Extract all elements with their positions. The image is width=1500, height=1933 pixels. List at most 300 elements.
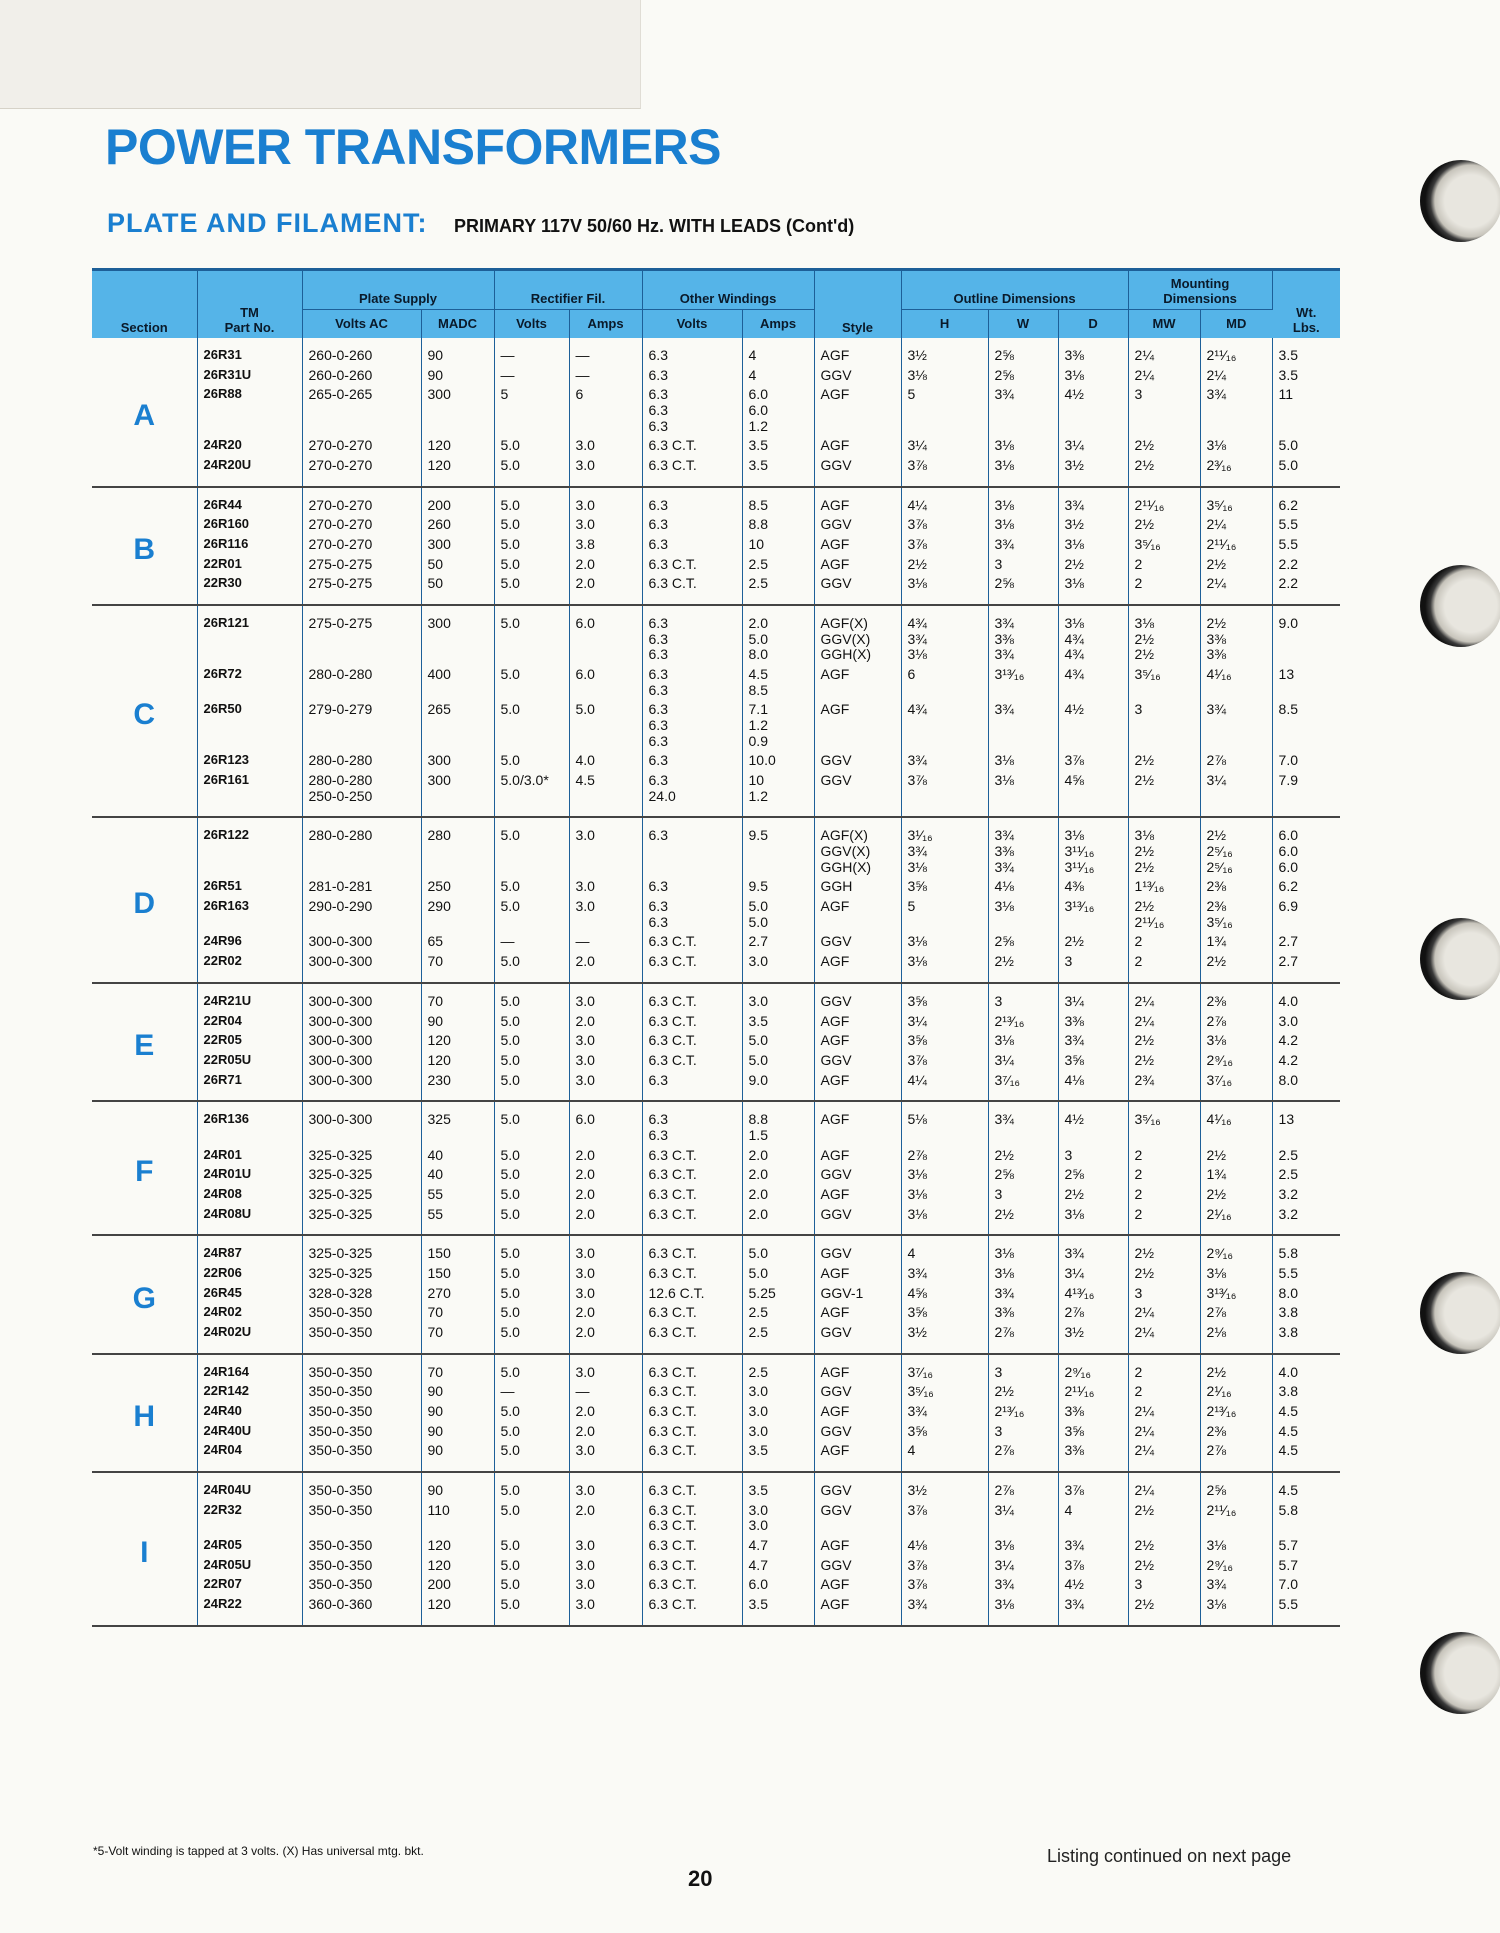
- plate-volts-cell: 300-0-300: [302, 952, 421, 983]
- mount-md-cell: 2¹⁄₁₆: [1200, 1382, 1272, 1402]
- part-number-cell: 24R40U: [197, 1422, 302, 1442]
- rect-volts-cell: 5.0: [494, 1012, 569, 1032]
- plate-madc-cell: 120: [421, 1031, 494, 1051]
- dim-w-cell: 2⅝: [988, 366, 1058, 386]
- dim-d-cell: 3¾: [1058, 1235, 1128, 1264]
- part-number-cell: 24R02: [197, 1303, 302, 1323]
- weight-cell: 11: [1278, 386, 1294, 403]
- rect-amps-cell: 2.0: [569, 1185, 642, 1205]
- mount-md-cell: 2½: [1200, 1146, 1272, 1166]
- other-amps-cell: 7.1 1.2 0.9: [742, 700, 814, 751]
- dim-h-cell: 3⅛: [901, 932, 988, 952]
- mount-mw-cell: 2¼: [1128, 1323, 1200, 1354]
- other-volts-cell: 6.3 C.T.: [642, 952, 742, 983]
- dim-w-cell: 3: [988, 555, 1058, 575]
- subtitle: [107, 208, 854, 239]
- mount-md-cell: 2⅜: [1200, 1422, 1272, 1442]
- table-row: [92, 366, 1340, 386]
- rect-volts-cell: —: [494, 366, 569, 386]
- other-volts-cell: 6.3 C.T.: [642, 1382, 742, 1402]
- style-cell: AGF: [814, 1575, 901, 1595]
- rect-amps-cell: 2.0: [569, 1205, 642, 1236]
- plate-madc-cell: 90: [421, 1402, 494, 1422]
- dim-w-cell: 3⅜: [988, 1303, 1058, 1323]
- plate-madc-cell: 120: [421, 1556, 494, 1576]
- plate-volts-cell: 270-0-270: [302, 487, 421, 516]
- dim-d-cell: 4¾: [1058, 665, 1128, 700]
- plate-madc-cell: 150: [421, 1235, 494, 1264]
- plate-madc-cell: 265: [421, 700, 494, 751]
- plate-volts-cell: 300-0-300: [302, 1031, 421, 1051]
- rect-amps-cell: 3.0: [569, 983, 642, 1012]
- other-volts-cell: 6.3: [642, 751, 742, 771]
- dim-d-cell: 2⅞: [1058, 1303, 1128, 1323]
- dim-d-cell: 4½: [1058, 385, 1128, 436]
- dim-w-cell: 3¾ 3⅜ 3¾: [988, 605, 1058, 665]
- table-row: [92, 700, 1340, 751]
- plate-volts-cell: 350-0-350: [302, 1556, 421, 1576]
- plate-madc-cell: 200: [421, 487, 494, 516]
- other-amps-cell: 4: [742, 338, 814, 366]
- rect-amps-cell: 2.0: [569, 1165, 642, 1185]
- plate-volts-cell: 350-0-350: [302, 1501, 421, 1536]
- rect-amps-cell: 3.0: [569, 1575, 642, 1595]
- other-volts-cell: 6.3: [642, 338, 742, 366]
- rect-volts-cell: 5.0: [494, 1556, 569, 1576]
- dim-d-cell: 3⅝: [1058, 1422, 1128, 1442]
- rect-amps-cell: 2.0: [569, 1146, 642, 1166]
- rect-amps-cell: 6.0: [569, 1101, 642, 1145]
- dim-w-cell: 3⅛: [988, 1031, 1058, 1051]
- dim-w-cell: 3⅛: [988, 515, 1058, 535]
- mount-md-cell: 3⅛: [1200, 1595, 1272, 1626]
- dim-w-cell: 3: [988, 1185, 1058, 1205]
- dim-h-cell: 4¼: [901, 1071, 988, 1102]
- style-cell: AGF: [814, 1146, 901, 1166]
- plate-madc-cell: 55: [421, 1185, 494, 1205]
- dim-w-cell: 3¾: [988, 1575, 1058, 1595]
- other-volts-cell: 6.3: [642, 535, 742, 555]
- section-label: E: [92, 983, 197, 1101]
- style-cell: AGF: [814, 1012, 901, 1032]
- plate-madc-cell: 120: [421, 1595, 494, 1626]
- part-number-cell: 26R72: [197, 665, 302, 700]
- part-number-cell: 26R44: [197, 487, 302, 516]
- weight-cell: 4.2: [1278, 1032, 1298, 1049]
- mount-md-cell: 2⅜: [1200, 877, 1272, 897]
- continued-note: Listing continued on next page: [1047, 1846, 1292, 1866]
- mount-mw-cell: 2½: [1128, 436, 1200, 456]
- mount-mw-cell: 2½ 2¹¹⁄₁₆: [1128, 897, 1200, 932]
- other-volts-cell: 6.3 C.T.: [642, 1472, 742, 1501]
- dim-d-cell: 3¹³⁄₁₆: [1058, 897, 1128, 932]
- dim-h-cell: 3⅛: [901, 1205, 988, 1236]
- plate-volts-cell: 275-0-275: [302, 605, 421, 665]
- other-volts-cell: 6.3: [642, 487, 742, 516]
- rect-amps-cell: 3.8: [569, 535, 642, 555]
- style-cell: AGF: [814, 1595, 901, 1626]
- part-number-cell: 24R01U: [197, 1165, 302, 1185]
- binder-hole-icon: [1420, 918, 1500, 1000]
- mount-md-cell: 2½: [1200, 555, 1272, 575]
- dim-h-cell: 2⅞: [901, 1146, 988, 1166]
- part-number-cell: 22R05: [197, 1031, 302, 1051]
- rect-amps-cell: 2.0: [569, 574, 642, 605]
- other-volts-cell: 6.3: [642, 877, 742, 897]
- other-volts-cell: 6.3 6.3: [642, 665, 742, 700]
- mount-md-cell: 1¾: [1200, 1165, 1272, 1185]
- dim-w-cell: 3⅛: [988, 456, 1058, 487]
- mount-md-cell: 2⅜: [1200, 983, 1272, 1012]
- col-other-windings: Other Windings: [642, 270, 814, 310]
- dim-h-cell: 5⅛: [901, 1101, 988, 1145]
- mount-md-cell: 2½ 3⅜ 3⅜: [1200, 605, 1272, 665]
- mount-mw-cell: 3: [1128, 1575, 1200, 1595]
- plate-volts-cell: 270-0-270: [302, 436, 421, 456]
- rect-volts-cell: 5.0: [494, 574, 569, 605]
- other-volts-cell: 6.3 C.T.: [642, 1556, 742, 1576]
- plate-volts-cell: 280-0-280: [302, 751, 421, 771]
- dim-h-cell: 3⅛: [901, 952, 988, 983]
- dim-w-cell: 2⅝: [988, 338, 1058, 366]
- rect-amps-cell: 2.0: [569, 1323, 642, 1354]
- col-rect-amps: Amps: [569, 310, 642, 339]
- dim-w-cell: 3¾ 3⅜ 3¾: [988, 817, 1058, 877]
- mount-md-cell: 2½: [1200, 952, 1272, 983]
- part-number-cell: 26R31U: [197, 366, 302, 386]
- mount-md-cell: 3⁵⁄₁₆: [1200, 487, 1272, 516]
- weight-cell: 6.2: [1278, 878, 1298, 895]
- mount-md-cell: 4¹⁄₁₆: [1200, 1101, 1272, 1145]
- weight-cell: 3.5: [1278, 347, 1298, 363]
- mount-mw-cell: 2: [1128, 1165, 1200, 1185]
- mount-md-cell: 3¼: [1200, 771, 1272, 817]
- plate-volts-cell: 325-0-325: [302, 1205, 421, 1236]
- weight-cell: 4.2: [1278, 1051, 1298, 1068]
- dim-d-cell: 3¼: [1058, 436, 1128, 456]
- table-row: [92, 1101, 1340, 1145]
- plate-volts-cell: 328-0-328: [302, 1284, 421, 1304]
- weight-cell: 5.5: [1278, 516, 1298, 533]
- mount-mw-cell: 3⁵⁄₁₆: [1128, 1101, 1200, 1145]
- other-amps-cell: 3.5: [742, 436, 814, 456]
- table-row: [92, 555, 1340, 575]
- part-number-cell: 26R121: [197, 605, 302, 665]
- table-row: [92, 1051, 1340, 1071]
- dim-h-cell: 3⅞: [901, 456, 988, 487]
- section-label: C: [92, 605, 197, 817]
- part-number-cell: 26R45: [197, 1284, 302, 1304]
- mount-mw-cell: 2¹¹⁄₁₆: [1128, 487, 1200, 516]
- weight-cell: 3.8: [1278, 1304, 1298, 1321]
- table-row: [92, 817, 1340, 877]
- mount-mw-cell: 2¼: [1128, 1422, 1200, 1442]
- weight-cell: 2.7: [1272, 952, 1340, 983]
- mount-mw-cell: 2¼: [1128, 366, 1200, 386]
- mount-md-cell: 2⅛: [1200, 1323, 1272, 1354]
- other-amps-cell: 3.0: [742, 1422, 814, 1442]
- plate-volts-cell: 300-0-300: [302, 932, 421, 952]
- weight-cell: 5.0: [1278, 437, 1298, 454]
- plate-madc-cell: 90: [421, 1382, 494, 1402]
- rect-amps-cell: 3.0: [569, 456, 642, 487]
- other-volts-cell: 12.6 C.T.: [642, 1284, 742, 1304]
- style-cell: AGF: [814, 1185, 901, 1205]
- dim-w-cell: 3¹³⁄₁₆: [988, 665, 1058, 700]
- rect-amps-cell: 3.0: [569, 1536, 642, 1556]
- plate-madc-cell: 110: [421, 1501, 494, 1536]
- other-amps-cell: 2.0: [742, 1185, 814, 1205]
- other-volts-cell: 6.3 C.T.: [642, 1165, 742, 1185]
- plate-volts-cell: 300-0-300: [302, 1101, 421, 1145]
- rect-amps-cell: 2.0: [569, 555, 642, 575]
- part-number-cell: 26R71: [197, 1071, 302, 1102]
- mount-md-cell: 4¹⁄₁₆: [1200, 665, 1272, 700]
- dim-w-cell: 3⅛: [988, 751, 1058, 771]
- rect-amps-cell: 3.0: [569, 1031, 642, 1051]
- rect-volts-cell: 5.0: [494, 1501, 569, 1536]
- part-number-cell: 22R07: [197, 1575, 302, 1595]
- style-cell: AGF: [814, 1303, 901, 1323]
- table-row: [92, 456, 1340, 487]
- other-amps-cell: 5.25: [742, 1284, 814, 1304]
- style-cell: GGV-1: [814, 1284, 901, 1304]
- dim-h-cell: 3⅝: [901, 983, 988, 1012]
- other-volts-cell: 6.3 C.T.: [642, 1012, 742, 1032]
- weight-cell: 4.5: [1278, 1422, 1298, 1439]
- dim-d-cell: 3¾: [1058, 1031, 1128, 1051]
- part-number-cell: 24R40: [197, 1402, 302, 1422]
- col-mounting: Mounting Dimensions: [1128, 270, 1272, 310]
- other-amps-cell: 3.5: [742, 456, 814, 487]
- rect-volts-cell: 5.0: [494, 1071, 569, 1102]
- table-row: [92, 1071, 1340, 1102]
- weight-cell: 7.0: [1278, 1576, 1298, 1593]
- rect-amps-cell: 3.0: [569, 515, 642, 535]
- weight-cell: 4.5: [1272, 1441, 1340, 1472]
- col-mw: MW: [1128, 310, 1200, 339]
- mount-mw-cell: 2: [1128, 555, 1200, 575]
- style-cell: GGV: [814, 1051, 901, 1071]
- other-volts-cell: 6.3 C.T.: [642, 1264, 742, 1284]
- rect-amps-cell: —: [569, 932, 642, 952]
- style-cell: GGV: [814, 1472, 901, 1501]
- dim-h-cell: 4: [901, 1441, 988, 1472]
- other-amps-cell: 3.0: [742, 1382, 814, 1402]
- dim-d-cell: 4½: [1058, 1101, 1128, 1145]
- dim-w-cell: 3: [988, 1422, 1058, 1442]
- dim-d-cell: 2½: [1058, 555, 1128, 575]
- mount-md-cell: 3⅛: [1200, 1536, 1272, 1556]
- other-volts-cell: 6.3 C.T.: [642, 555, 742, 575]
- dim-w-cell: 3⅛: [988, 1536, 1058, 1556]
- dim-w-cell: 3⁷⁄₁₆: [988, 1071, 1058, 1102]
- dim-w-cell: 4⅛: [988, 877, 1058, 897]
- plate-madc-cell: 300: [421, 771, 494, 817]
- other-volts-cell: 6.3 C.T.: [642, 1595, 742, 1626]
- style-cell: GGH: [814, 877, 901, 897]
- table-row: [92, 665, 1340, 700]
- rect-volts-cell: 5.0: [494, 751, 569, 771]
- mount-mw-cell: 2½: [1128, 751, 1200, 771]
- dim-w-cell: 3¾: [988, 700, 1058, 751]
- rect-volts-cell: 5.0: [494, 1422, 569, 1442]
- dim-h-cell: 3⅞: [901, 1575, 988, 1595]
- dim-h-cell: 3⅞: [901, 515, 988, 535]
- dim-h-cell: 3⅝: [901, 1031, 988, 1051]
- other-volts-cell: 6.3 C.T.: [642, 983, 742, 1012]
- mount-mw-cell: 2¼: [1128, 1303, 1200, 1323]
- rect-amps-cell: 2.0: [569, 952, 642, 983]
- other-volts-cell: 6.3: [642, 515, 742, 535]
- plate-volts-cell: 270-0-270: [302, 515, 421, 535]
- mount-md-cell: 2⁹⁄₁₆: [1200, 1235, 1272, 1264]
- other-amps-cell: 9.5: [742, 817, 814, 877]
- dim-h-cell: 3⁷⁄₁₆: [901, 1354, 988, 1383]
- plate-volts-cell: 350-0-350: [302, 1536, 421, 1556]
- mount-mw-cell: 2: [1128, 1354, 1200, 1383]
- rect-volts-cell: 5.0: [494, 1284, 569, 1304]
- style-cell: GGV: [814, 515, 901, 535]
- table-row: [92, 1303, 1340, 1323]
- part-number-cell: 24R20U: [197, 456, 302, 487]
- weight-cell: 5.8: [1278, 1245, 1298, 1262]
- part-number-cell: 26R116: [197, 535, 302, 555]
- part-number-cell: 22R05U: [197, 1051, 302, 1071]
- rect-volts-cell: 5.0: [494, 436, 569, 456]
- table-row: [92, 1441, 1340, 1472]
- dim-w-cell: 3⅛: [988, 897, 1058, 932]
- dim-d-cell: 3¾: [1058, 1595, 1128, 1626]
- dim-h-cell: 4¾: [901, 700, 988, 751]
- mount-md-cell: 2½ 2⁵⁄₁₆ 2⁵⁄₁₆: [1200, 817, 1272, 877]
- other-amps-cell: 2.0: [742, 1165, 814, 1185]
- rect-volts-cell: 5.0: [494, 817, 569, 877]
- dim-d-cell: 3: [1058, 1146, 1128, 1166]
- section-label: I: [92, 1472, 197, 1626]
- style-cell: AGF: [814, 555, 901, 575]
- other-volts-cell: 6.3: [642, 1071, 742, 1102]
- mount-mw-cell: 2½: [1128, 1595, 1200, 1626]
- mount-md-cell: 2⅞: [1200, 751, 1272, 771]
- rect-volts-cell: 5.0: [494, 555, 569, 575]
- other-volts-cell: 6.3 C.T.: [642, 1354, 742, 1383]
- table-row: [92, 1556, 1340, 1576]
- dim-w-cell: 2⅝: [988, 1165, 1058, 1185]
- subtitle-main: PLATE AND FILAMENT:: [107, 208, 428, 238]
- table-row: [92, 574, 1340, 605]
- style-cell: AGF: [814, 1536, 901, 1556]
- other-amps-cell: 2.5: [742, 555, 814, 575]
- plate-madc-cell: 50: [421, 574, 494, 605]
- other-volts-cell: 6.3 6.3 6.3: [642, 385, 742, 436]
- dim-d-cell: 2⁹⁄₁₆: [1058, 1354, 1128, 1383]
- weight-cell: 3.8: [1272, 1323, 1340, 1354]
- other-amps-cell: 2.5: [742, 1354, 814, 1383]
- table-row: [92, 515, 1340, 535]
- col-volts-ac: Volts AC: [302, 310, 421, 339]
- mount-mw-cell: 2¼: [1128, 983, 1200, 1012]
- weight-cell: 5.7: [1278, 1556, 1298, 1573]
- part-number-cell: 26R161: [197, 771, 302, 817]
- mount-mw-cell: 2: [1128, 1146, 1200, 1166]
- other-amps-cell: 3.5: [742, 1595, 814, 1626]
- col-h: H: [901, 310, 988, 339]
- table-row: [92, 1472, 1340, 1501]
- plate-madc-cell: 150: [421, 1264, 494, 1284]
- rect-volts-cell: 5.0: [494, 605, 569, 665]
- dim-w-cell: 2⅞: [988, 1472, 1058, 1501]
- part-number-cell: 24R05: [197, 1536, 302, 1556]
- mount-mw-cell: 2½: [1128, 1235, 1200, 1264]
- style-cell: AGF: [814, 665, 901, 700]
- weight-cell: 4.0: [1278, 992, 1298, 1009]
- mount-mw-cell: 2: [1128, 1382, 1200, 1402]
- dim-d-cell: 3¼: [1058, 983, 1128, 1012]
- weight-cell: 6.0 6.0 6.0: [1278, 827, 1298, 875]
- part-number-cell: 24R87: [197, 1235, 302, 1264]
- other-amps-cell: 2.5: [742, 1303, 814, 1323]
- other-volts-cell: 6.3 C.T.: [642, 1536, 742, 1556]
- dim-w-cell: 2½: [988, 1382, 1058, 1402]
- part-number-cell: 24R04: [197, 1441, 302, 1472]
- style-cell: GGV: [814, 932, 901, 952]
- dim-w-cell: 2⅞: [988, 1323, 1058, 1354]
- other-amps-cell: 6.0: [742, 1575, 814, 1595]
- mount-md-cell: 1¾: [1200, 932, 1272, 952]
- dim-w-cell: 3⅛: [988, 1264, 1058, 1284]
- section-label: G: [92, 1235, 197, 1353]
- other-amps-cell: 8.5: [742, 487, 814, 516]
- weight-cell: 5.5: [1278, 1264, 1298, 1281]
- binder-hole-icon: [1420, 565, 1500, 647]
- weight-cell: 3.5: [1278, 366, 1298, 383]
- col-rectifier: Rectifier Fil.: [494, 270, 642, 310]
- rect-amps-cell: 3.0: [569, 1235, 642, 1264]
- rect-volts-cell: 5.0: [494, 1031, 569, 1051]
- plate-madc-cell: 250: [421, 877, 494, 897]
- section-label: D: [92, 817, 197, 982]
- col-plate-supply: Plate Supply: [302, 270, 494, 310]
- other-amps-cell: 3.0: [742, 952, 814, 983]
- dim-d-cell: 4½: [1058, 700, 1128, 751]
- rect-amps-cell: 5.0: [569, 700, 642, 751]
- rect-amps-cell: 3.0: [569, 897, 642, 932]
- dim-w-cell: 3⅛: [988, 436, 1058, 456]
- table-row: [92, 487, 1340, 516]
- other-volts-cell: 6.3 C.T.: [642, 1402, 742, 1422]
- dim-h-cell: 3¾: [901, 1595, 988, 1626]
- other-volts-cell: 6.3 C.T.: [642, 1205, 742, 1236]
- plate-volts-cell: 300-0-300: [302, 1051, 421, 1071]
- weight-cell: 5.5: [1272, 1595, 1340, 1626]
- mount-md-cell: 2⁹⁄₁₆: [1200, 1051, 1272, 1071]
- dim-w-cell: 3: [988, 1354, 1058, 1383]
- rect-amps-cell: 3.0: [569, 1472, 642, 1501]
- plate-madc-cell: 230: [421, 1071, 494, 1102]
- dim-d-cell: 2½: [1058, 932, 1128, 952]
- dim-w-cell: 2¹³⁄₁₆: [988, 1012, 1058, 1032]
- col-other-volts: Volts: [642, 310, 742, 339]
- rect-amps-cell: 3.0: [569, 877, 642, 897]
- mount-mw-cell: 1¹³⁄₁₆: [1128, 877, 1200, 897]
- mount-mw-cell: 3⅛ 2½ 2½: [1128, 817, 1200, 877]
- rect-volts-cell: 5.0: [494, 700, 569, 751]
- style-cell: AGF: [814, 1071, 901, 1102]
- plate-madc-cell: 300: [421, 385, 494, 436]
- table-row: [92, 952, 1340, 983]
- plate-volts-cell: 325-0-325: [302, 1165, 421, 1185]
